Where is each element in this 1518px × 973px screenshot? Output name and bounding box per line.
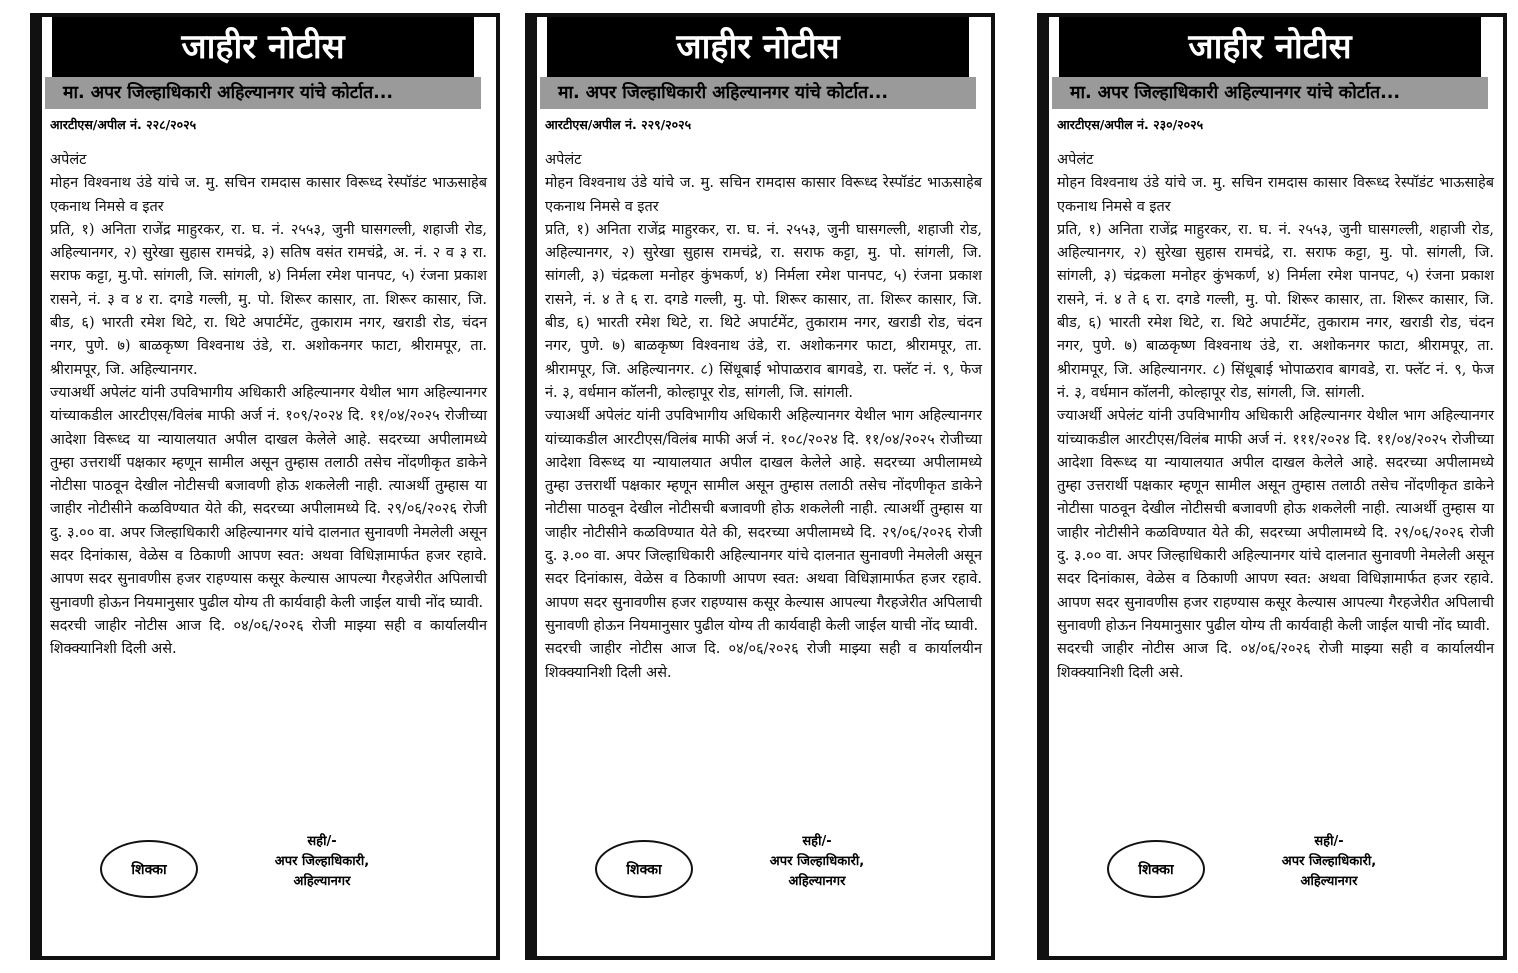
respondents-paragraph: प्रति, १) अनिता राजेंद्र माहुरकर, रा. घ. नं. २५५३, जुनी घासगल्ली, शहाजी रोड, अहिल्यानगर, २) सुरेखा सुहास रामचंद्रे, रा. सराफ कट्टा, मु. पो. सांगली, जि. सांगली, ३) चंद्रकला मनोहर कुंभकर्ण, ४) निर्मला रमेश पानपट, ५) रंजना प्रकाश रासने, नं. ४ ते ६ रा. दगडे गल्ली, मु. पो. शिरूर कासार, ता. शिरूर कासार, जि. बीड, ६) भारती रमेश थिटे, रा. थिटे अपार्टमेंट, तुकाराम नगर, खराडी रोड, चंदन नगर, पुणे. ७) बाळकृष्ण विश्वनाथ उंडे, रा. अशोकनगर फाटा, श्रीरामपूर, ता. श्रीरामपूर, जि. अहिल्यानगर. ८) सिंधूबाई भोपाळराव बागवडे, रा. फ्लॅट नं. ९, फेज नं. ३, वर्धमान कॉलनी, कोल्हापूर रोड, सांगली, जि. सांगली. [545, 221, 982, 401]
hearing-paragraph: ज्याअर्थी अपेलंट यांनी उपविभागीय अधिकारी अहिल्यानगर येथील भाग अहिल्यानगर यांच्याकडील आरटीएस/विलंब माफी अर्ज नं. १०८/२०२४ दि. ११/०४/२०२५ रोजीच्या आदेशा विरूध्द या न्यायालयात अपील दाखल केलेले आहे. सदरच्या अपीलामध्ये तुम्हा उत्तरार्थी पक्षकार म्हणून सामील असून तुम्हास तलाठी तसेच नोंदणीकृत डाकेने नोटीसा पाठवून देखील नोटीसची बजावणी होऊ शकलेली नाही. त्याअर्थी तुम्हास या जाहीर नोटीसीने कळविण्यात येते की, सदरच्या अपीलामध्ये दि. २९/०६/२०२६ रोजी दु. ३.०० वा. अपर जिल्हाधिकारी अहिल्यानगर यांचे दालनात सुनावणी नेमलेली असून सदर दिनांकास, वेळेस व ठिकाणी आपण स्वत: अथवा विधिज्ञामार्फत हजर रहावे. आपण सदर सुनावणीस हजर राहण्यास कसूर केल्यास आपल्या गैरहजेरीत अपिलाची सुनावणी होऊन नियमानुसार पुढील योग्य ती कार्यवाही केली जाईल याची नोंद घ्यावी. [545, 408, 982, 634]
public-notice-228 [30, 13, 500, 960]
notice-body [50, 149, 487, 662]
notice-footer [42, 832, 496, 904]
signatory-title: अपर जिल्हाधिकारी, [769, 854, 865, 869]
notice-body [545, 149, 982, 685]
notice-footer [537, 832, 991, 904]
signature-line: सही/- [802, 834, 832, 849]
issue-date-paragraph: सदरची जाहीर नोटीस आज दि. ०४/०६/२०२६ रोजी माझ्या सही व कार्यालयीन शिक्क्यानिशी दिली असे. [50, 617, 487, 658]
parties-paragraph: मोहन विश्वनाथ उंडे यांचे ज. मु. सचिन रामदास कासार विरूध्द रेस्पॉडंट भाऊसाहेब एकनाथ निमसे व इतर [545, 175, 982, 215]
parties-paragraph: मोहन विश्वनाथ उंडे यांचे ज. मु. सचिन रामदास कासार विरूध्द रेस्पॉडंट भाऊसाहेब एकनाथ निमसे व इतर [50, 175, 487, 215]
signatory-place: अहिल्यानगर [788, 874, 846, 889]
hearing-paragraph: ज्याअर्थी अपेलंट यांनी उपविभागीय अधिकारी अहिल्यानगर येथील भाग अहिल्यानगर यांच्याकडील आरटीएस/विलंब माफी अर्ज नं. १११/२०२४ दि. ११/०४/२०२५ रोजीच्या आदेशा विरूध्द या न्यायालयात अपील दाखल केलेले आहे. सदरच्या अपीलामध्ये तुम्हा उत्तरार्थी पक्षकार म्हणून सामील असून तुम्हास तलाठी तसेच नोंदणीकृत डाकेने नोटीसा पाठवून देखील नोटीसची बजावणी होऊ शकलेली नाही. त्याअर्थी तुम्हास या जाहीर नोटीसीने कळविण्यात येते की, सदरच्या अपीलामध्ये दि. २९/०६/२०२६ रोजी दु. ३.०० वा. अपर जिल्हाधिकारी अहिल्यानगर यांचे दालनात सुनावणी नेमलेली असून सदर दिनांकास, वेळेस व ठिकाणी आपण स्वत: अथवा विधिज्ञामार्फत हजर रहावे. आपण सदर सुनावणीस हजर राहण्यास कसूर केल्यास आपल्या गैरहजेरीत अपिलाची सुनावणी होऊन नियमानुसार पुढील योग्य ती कार्यवाही केली जाईल याची नोंद घ्यावी. [1057, 408, 1494, 634]
seal-stamp: शिक्का [100, 840, 198, 898]
signatory-title: अपर जिल्हाधिकारी, [274, 854, 370, 869]
appellant-label: अपेलंट [1057, 152, 1094, 168]
seal-stamp: शिक्का [595, 840, 693, 898]
appeal-number: आरटीएस/अपील नं. २२८/२०२५ [50, 117, 197, 132]
respondents-paragraph: प्रति, १) अनिता राजेंद्र माहुरकर, रा. घ. नं. २५५३, जुनी घासगल्ली, शहाजी रोड, अहिल्यानगर, २) सुरेखा सुहास रामचंद्रे, रा. सराफ कट्टा, मु. पो. सांगली, जि. सांगली, ३) चंद्रकला मनोहर कुंभकर्ण, ४) निर्मला रमेश पानपट, ५) रंजना प्रकाश रासने, नं. ४ ते ६ रा. दगडे गल्ली, मु. पो. शिरूर कासार, ता. शिरूर कासार, जि. बीड, ६) भारती रमेश थिटे, रा. थिटे अपार्टमेंट, तुकाराम नगर, खराडी रोड, चंदन नगर, पुणे. ७) बाळकृष्ण विश्वनाथ उंडे, रा. अशोकनगर फाटा, श्रीरामपूर, ता. श्रीरामपूर, जि. अहिल्यानगर. ८) सिंधूबाई भोपाळराव बागवडे, रा. फ्लॅट नं. ९, फेज नं. ३, वर्धमान कॉलनी, कोल्हापूर रोड, सांगली, जि. सांगली. [1057, 221, 1494, 401]
signatory-place: अहिल्यानगर [293, 874, 351, 889]
signature-block [1249, 832, 1409, 892]
signature-line: सही/- [1314, 834, 1344, 849]
public-notice-230 [1037, 13, 1507, 960]
notice-footer [1049, 832, 1503, 904]
signature-block [737, 832, 897, 892]
parties-paragraph: मोहन विश्वनाथ उंडे यांचे ज. मु. सचिन रामदास कासार विरूध्द रेस्पॉडंट भाऊसाहेब एकनाथ निमसे व इतर [1057, 175, 1494, 215]
notice-title: जाहीर नोटीस [52, 17, 474, 77]
issue-date-paragraph: सदरची जाहीर नोटीस आज दि. ०४/०६/२०२६ रोजी माझ्या सही व कार्यालयीन शिक्क्यानिशी दिली असे. [1057, 641, 1494, 681]
seal-stamp: शिक्का [1107, 840, 1205, 898]
appellant-label: अपेलंट [545, 152, 582, 168]
signature-block [242, 832, 402, 892]
appellant-label: अपेलंट [50, 152, 87, 168]
appeal-number: आरटीएस/अपील नं. २३०/२०२५ [1057, 117, 1204, 132]
court-heading: मा. अपर जिल्हाधिकारी अहिल्यानगर यांचे कोर्टात... [45, 77, 481, 109]
court-heading: मा. अपर जिल्हाधिकारी अहिल्यानगर यांचे कोर्टात... [1052, 77, 1488, 109]
public-notice-229 [525, 13, 995, 960]
court-heading: मा. अपर जिल्हाधिकारी अहिल्यानगर यांचे कोर्टात... [540, 77, 976, 109]
hearing-paragraph: ज्याअर्थी अपेलंट यांनी उपविभागीय अधिकारी अहिल्यानगर येथील भाग अहिल्यानगर यांच्याकडील आरटीएस/विलंब माफी अर्ज नं. १०९/२०२४ दि. ११/०४/२०२५ रोजीच्या आदेशा विरूध्द या न्यायालयात अपील दाखल केलेले आहे. सदरच्या अपीलामध्ये तुम्हा उत्तरार्थी पक्षकार म्हणून सामील असून तुम्हास तलाठी तसेच नोंदणीकृत डाकेने नोटीसा पाठवून देखील नोटीसची बजावणी होऊ शकलेली नाही. त्याअर्थी तुम्हास या जाहीर नोटीसीने कळविण्यात येते की, सदरच्या अपीलामध्ये दि. २९/०६/२०२६ रोजी दु. ३.०० वा. अपर जिल्हाधिकारी अहिल्यानगर यांचे दालनात सुनावणी नेमलेली असून सदर दिनांकास, वेळेस व ठिकाणी आपण स्वत: अथवा विधिज्ञामार्फत हजर रहावे. आपण सदर सुनावणीस हजर राहण्यास कसूर केल्यास आपल्या गैरहजेरीत अपिलाची सुनावणी होऊन नियमानुसार पुढील योग्य ती कार्यवाही केली जाईल याची नोंद घ्यावी. [50, 384, 487, 611]
issue-date-paragraph: सदरची जाहीर नोटीस आज दि. ०४/०६/२०२६ रोजी माझ्या सही व कार्यालयीन शिक्क्यानिशी दिली असे. [545, 641, 982, 681]
respondents-paragraph: प्रति, १) अनिता राजेंद्र माहुरकर, रा. घ. नं. २५५३, जुनी घासगल्ली, शहाजी रोड, अहिल्यानगर, २) सुरेखा सुहास रामचंद्रे, ३) सतिष वसंत रामचंद्रे, अ. नं. २ व ३ रा. सराफ कट्टा, मु.पो. सांगली, जि. सांगली, ४) निर्मला रमेश पानपट, ५) रंजना प्रकाश रासने, नं. ३ व ४ रा. दगडे गल्ली, मु. पो. शिरूर कासार, ता. शिरूर कासार, जि. बीड, ६) भारती रमेश थिटे, रा. थिटे अपार्टमेंट, तुकाराम नगर, खराडी रोड, चंदन नगर, पुणे. ७) बाळकृष्ण विश्वनाथ उंडे, रा. अशोकनगर फाटा, श्रीरामपूर, ता. श्रीरामपूर, जि. अहिल्यानगर. [50, 221, 487, 378]
notice-body [1057, 149, 1494, 685]
signatory-place: अहिल्यानगर [1300, 874, 1358, 889]
notice-title: जाहीर नोटीस [1059, 17, 1481, 77]
signature-line: सही/- [307, 834, 337, 849]
signatory-title: अपर जिल्हाधिकारी, [1281, 854, 1377, 869]
notice-title: जाहीर नोटीस [547, 17, 969, 77]
appeal-number: आरटीएस/अपील नं. २२९/२०२५ [545, 117, 692, 132]
